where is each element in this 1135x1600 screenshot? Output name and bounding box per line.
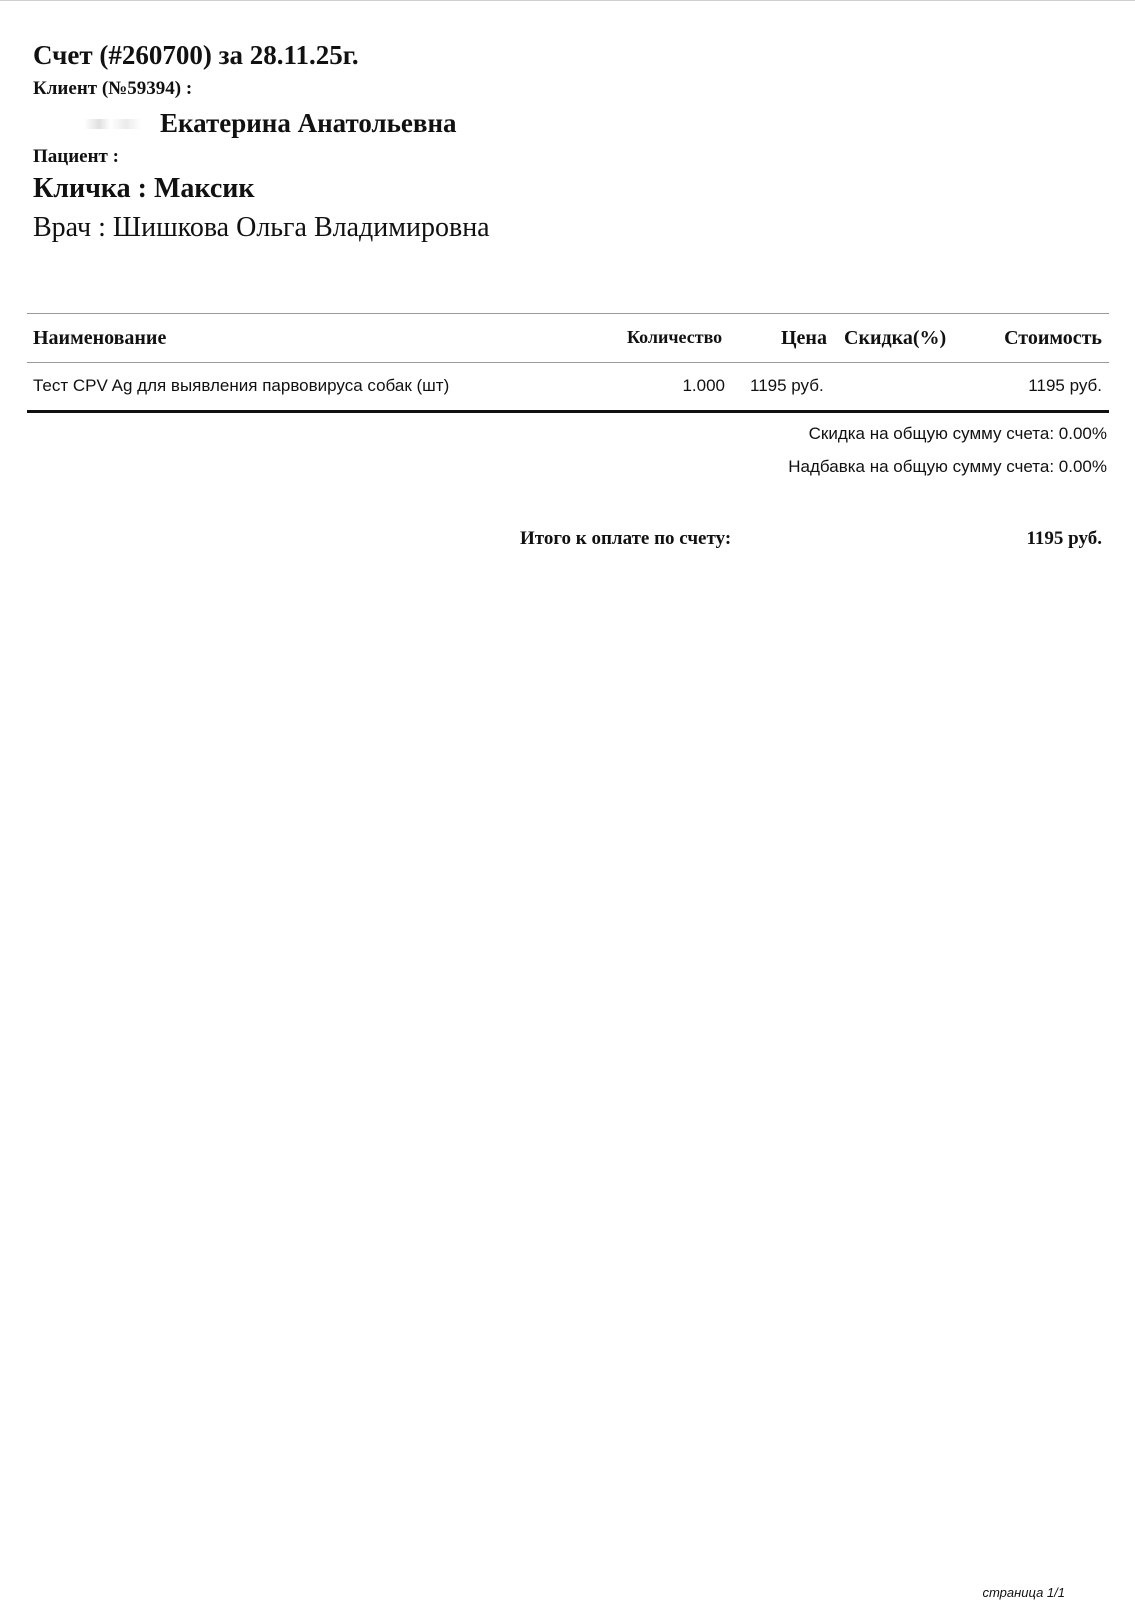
table-top-divider (27, 313, 1109, 314)
client-label: Клиент (№59394) : (33, 78, 193, 99)
client-name: Екатерина Анатольевна (160, 108, 457, 138)
redacted-surname (84, 119, 160, 129)
table-bottom-divider (27, 410, 1109, 413)
table-row-quantity: 1.000 (682, 376, 725, 395)
surcharge-total: Надбавка на общую сумму счета: 0.00% (788, 457, 1107, 476)
total-label: Итого к оплате по счету: (520, 528, 732, 549)
pet-name: Кличка : Максик (33, 173, 255, 204)
discount-total: Скидка на общую сумму счета: 0.00% (808, 424, 1107, 443)
doctor-name: Врач : Шишкова Ольга Владимировна (33, 212, 490, 243)
page-number: страница 1/1 (982, 1585, 1065, 1600)
column-header-name: Наименование (33, 327, 167, 349)
table-row-item-name: Тест CPV Ag для выявления парвовируса собак (шт) (33, 376, 450, 395)
total-value: 1195 руб. (1026, 528, 1102, 549)
column-header-quantity: Количество (627, 327, 723, 347)
column-header-discount: Скидка(%) (844, 327, 947, 349)
invoice-title: Счет (#260700) за 28.11.25г. (33, 40, 359, 70)
patient-label: Пациент : (33, 146, 119, 167)
column-header-price: Цена (781, 327, 827, 349)
table-row-price: 1195 руб. (750, 376, 824, 395)
page-top-border (0, 0, 1135, 1)
table-header-divider (27, 362, 1109, 363)
column-header-cost: Стоимость (1004, 327, 1102, 349)
table-row-cost: 1195 руб. (1028, 376, 1102, 395)
